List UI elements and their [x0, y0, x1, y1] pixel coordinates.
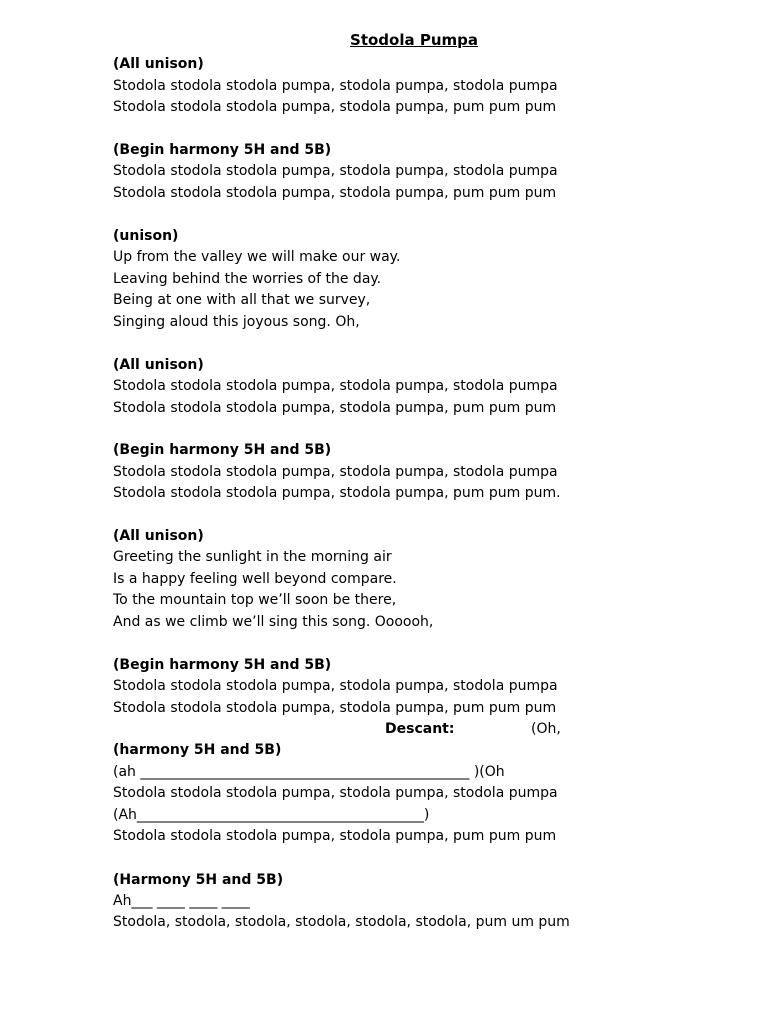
lyric-line: Being at one with all that we survey,	[113, 292, 371, 308]
lyric-line: Greeting the sunlight in the morning air	[113, 549, 392, 565]
lyric-line: Stodola stodola stodola pumpa, stodola pumpa, pum pum pum	[113, 185, 557, 201]
lyric-line: Leaving behind the worries of the day.	[113, 271, 382, 287]
lyric-line: Stodola stodola stodola pumpa, stodola pumpa, pum pum pum.	[113, 485, 561, 501]
lyric-line: Stodola stodola stodola pumpa, stodola pumpa, pum pum pum	[113, 700, 557, 716]
lyric-line: Stodola stodola stodola pumpa, stodola pumpa, pum pum pum	[113, 99, 557, 115]
lyric-line: Stodola stodola stodola pumpa, stodola pumpa, pum pum pum	[113, 828, 557, 844]
descant-label: Descant:	[385, 721, 455, 737]
section-heading: (All unison)	[113, 528, 204, 544]
lyric-line: And as we climb we’ll sing this song. Oooooh,	[113, 614, 434, 630]
section-heading: (All unison)	[113, 357, 204, 373]
section-heading: (Begin harmony 5H and 5B)	[113, 142, 332, 158]
lyric-line: Stodola, stodola, stodola, stodola, stodola, stodola, pum um pum	[113, 914, 570, 930]
section-heading: (All unison)	[113, 56, 204, 72]
lyric-line: Up from the valley we will make our way.	[113, 249, 401, 265]
lyric-line: Stodola stodola stodola pumpa, stodola pumpa, stodola pumpa	[113, 163, 558, 179]
lyric-line: To the mountain top we’ll soon be there,	[113, 592, 397, 608]
section-heading: (unison)	[113, 228, 179, 244]
lyric-line: Singing aloud this joyous song. Oh,	[113, 314, 360, 330]
lyric-line: Ah___ ____ ____ ____	[113, 893, 250, 909]
descant-lyric: (Oh,	[531, 721, 561, 737]
section-heading: (Harmony 5H and 5B)	[113, 872, 284, 888]
descant-line: (ah _______________________________________________ )(Oh	[113, 764, 505, 780]
section-heading: (Begin harmony 5H and 5B)	[113, 442, 332, 458]
lyric-line: Is a happy feeling well beyond compare.	[113, 571, 397, 587]
lyric-line: Stodola stodola stodola pumpa, stodola pumpa, stodola pumpa	[113, 78, 558, 94]
lyric-line: Stodola stodola stodola pumpa, stodola pumpa, pum pum pum	[113, 400, 557, 416]
descant-line: (Ah_________________________________________)	[113, 807, 430, 823]
lyric-line: Stodola stodola stodola pumpa, stodola pumpa, stodola pumpa	[113, 378, 558, 394]
document-title: Stodola Pumpa	[350, 31, 478, 49]
lyric-line: Stodola stodola stodola pumpa, stodola pumpa, stodola pumpa	[113, 464, 558, 480]
lyric-line: Stodola stodola stodola pumpa, stodola pumpa, stodola pumpa	[113, 785, 558, 801]
section-heading: (Begin harmony 5H and 5B)	[113, 657, 332, 673]
lyric-line: Stodola stodola stodola pumpa, stodola pumpa, stodola pumpa	[113, 678, 558, 694]
section-heading: (harmony 5H and 5B)	[113, 742, 282, 758]
